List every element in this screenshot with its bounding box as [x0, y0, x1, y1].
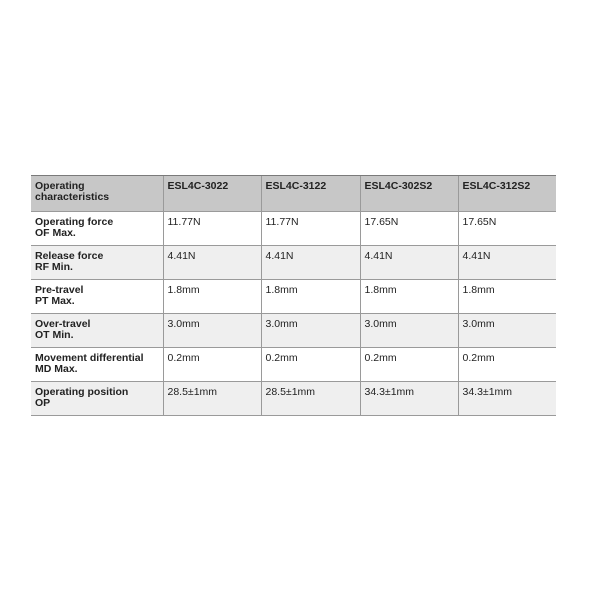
header-label-line2: characteristics [35, 191, 110, 203]
table-cell: 1.8mm [163, 280, 261, 314]
table-cell: 17.65N [360, 212, 458, 246]
row-label [31, 382, 163, 416]
table-cell: 1.8mm [458, 280, 556, 314]
row-label [31, 348, 163, 382]
table-cell: 34.3±1mm [360, 382, 458, 416]
header-model-4: ESL4C-312S2 [458, 176, 556, 212]
row-label-line1: Pre-travel [35, 284, 84, 296]
header-model-3: ESL4C-302S2 [360, 176, 458, 212]
row-label-line2: RF Min. [35, 261, 73, 273]
row-label-line1: Over-travel [35, 318, 91, 330]
row-label [31, 212, 163, 246]
table-cell: 0.2mm [163, 348, 261, 382]
table-row-movement-differential [31, 348, 556, 382]
table-cell: 11.77N [261, 212, 360, 246]
table-header-row [31, 176, 556, 212]
table-row-over-travel [31, 314, 556, 348]
table-cell: 17.65N [458, 212, 556, 246]
table-cell: 1.8mm [261, 280, 360, 314]
row-label-line1: Operating position [35, 386, 129, 398]
row-label-line2: PT Max. [35, 295, 75, 307]
header-model-2: ESL4C-3122 [261, 176, 360, 212]
row-label-line1: Release force [35, 250, 104, 262]
row-label-line2: OT Min. [35, 329, 74, 341]
table-cell: 0.2mm [458, 348, 556, 382]
table-row-operating-position [31, 382, 556, 416]
table-row-operating-force [31, 212, 556, 246]
table-cell: 4.41N [261, 246, 360, 280]
row-label-line1: Operating force [35, 216, 114, 228]
table-row-release-force [31, 246, 556, 280]
table-cell: 28.5±1mm [163, 382, 261, 416]
header-model-1: ESL4C-3022 [163, 176, 261, 212]
row-label [31, 246, 163, 280]
table-cell: 11.77N [163, 212, 261, 246]
row-label [31, 280, 163, 314]
row-label-line2: OP [35, 397, 51, 409]
header-label-line1: Operating [35, 180, 85, 192]
row-label [31, 314, 163, 348]
table-cell: 3.0mm [261, 314, 360, 348]
table-cell: 1.8mm [360, 280, 458, 314]
table-cell: 28.5±1mm [261, 382, 360, 416]
header-label-cell [31, 176, 163, 212]
table-row-pre-travel [31, 280, 556, 314]
table-cell: 3.0mm [458, 314, 556, 348]
table-cell: 34.3±1mm [458, 382, 556, 416]
table-cell: 4.41N [360, 246, 458, 280]
table-cell: 4.41N [458, 246, 556, 280]
table-cell: 3.0mm [360, 314, 458, 348]
table-cell: 0.2mm [261, 348, 360, 382]
row-label-line1: Movement differential [35, 352, 144, 364]
operating-characteristics-table [31, 175, 556, 416]
table-cell: 0.2mm [360, 348, 458, 382]
row-label-line2: OF Max. [35, 227, 76, 239]
table-cell: 4.41N [163, 246, 261, 280]
table-cell: 3.0mm [163, 314, 261, 348]
row-label-line2: MD Max. [35, 363, 78, 375]
